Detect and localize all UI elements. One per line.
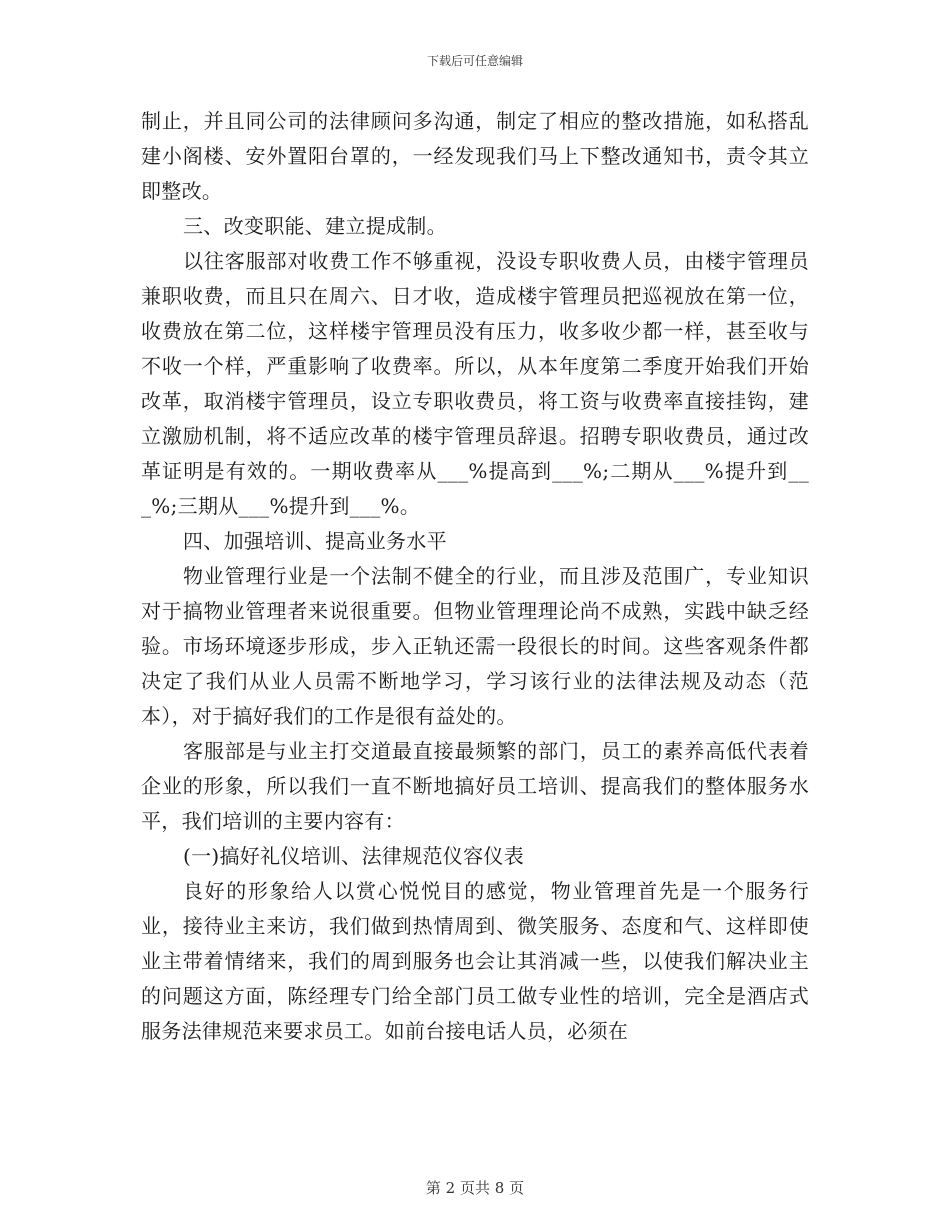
section-heading-3: 三、改变职能、建立提成制。 [183, 214, 447, 238]
paragraph-3: 物业管理行业是一个法制不健全的行业，而且涉及范围广，专业知识对于搞物业管理者来说很重要。但物业管理理论尚不成熟，实践中缺乏经验。市场环境逐步形成，步入正轨还需一段很长的时间。这些客观条件都决定了我们从业人员需不断地学习，学习该行业的法律法规及动态（范本），对于搞好我们的工作是很有益处的。 [141, 564, 809, 728]
subsection-heading-1: (一)搞好礼仪培训、法律规范仪容仪表 [183, 844, 525, 868]
document-body [141, 104, 809, 1049]
paragraph-1: 制止，并且同公司的法律顾问多沟通，制定了相应的整改措施，如私搭乱建小阁楼、安外置阳台罩的，一经发现我们马上下整改通知书，责令其立即整改。 [141, 109, 809, 203]
page-header: 下载后可任意编辑 [426, 54, 523, 68]
paragraph-2: 以往客服部对收费工作不够重视，没设专职收费人员，由楼宇管理员兼职收费，而且只在周六、日才收，造成楼宇管理员把巡视放在第一位，收费放在第二位，这样楼宇管理员没有压力，收多收少都一样，甚至收与不收一个样，严重影响了收费率。所以，从本年度第二季度开始我们开始改革，取消楼宇管理员，设立专职收费员，将工资与收费率直接挂钩，建立激励机制，将不适应改革的楼宇管理员辞退。招聘专职收费员，通过改革证明是有效的。一期收费率从___%提高到___%;二期从___%提升到___%;三期从___%提升到___%。 [141, 249, 809, 518]
paragraph-5: 良好的形象给人以赏心悦悦目的感觉，物业管理首先是一个服务行业，接待业主来访，我们做到热情周到、微笑服务、态度和气、这样即使业主带着情绪来，我们的周到服务也会让其消减一些，以使我们解决业主的问题这方面，陈经理专门给全部门员工做专业性的培训，完全是酒店式服务法律规范来要求员工。如前台接电话人员，必须在 [141, 879, 809, 1043]
paragraph-4: 客服部是与业主打交道最直接最频繁的部门，员工的素养高低代表着企业的形象，所以我们一直不断地搞好员工培训、提高我们的整体服务水平，我们培训的主要内容有： [141, 739, 809, 833]
section-heading-4: 四、加强培训、提高业务水平 [183, 529, 447, 553]
page-number: 第 2 页共 8 页 [425, 1179, 525, 1197]
